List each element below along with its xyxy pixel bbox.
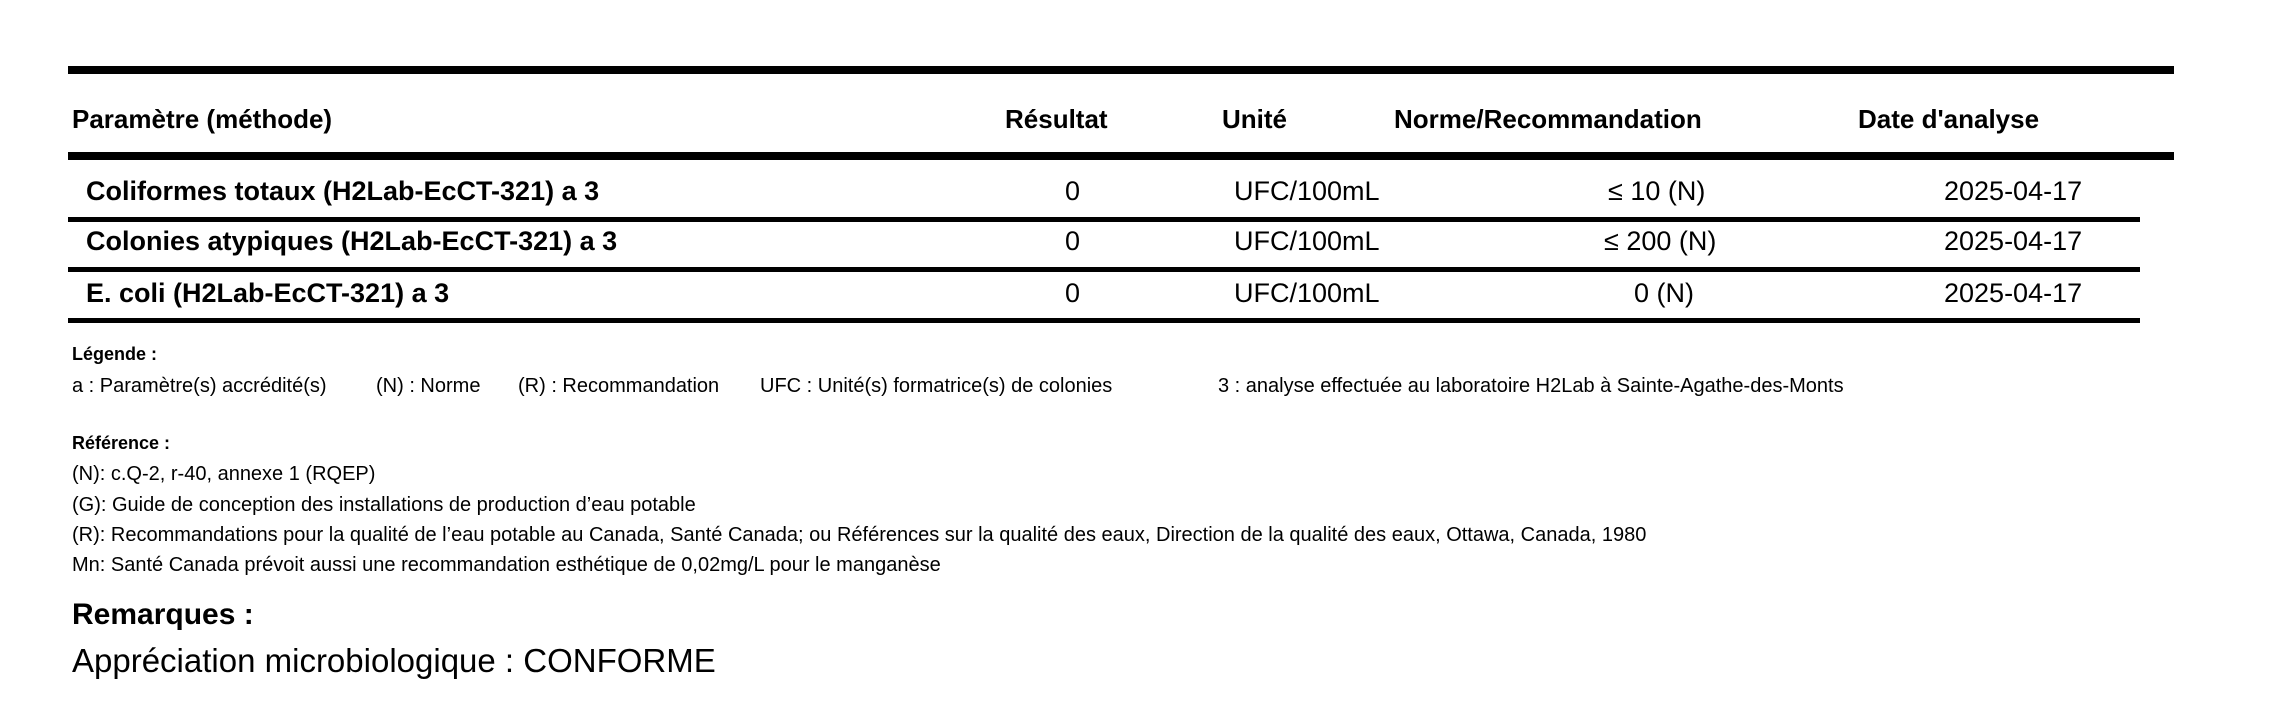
remarks-text: Appréciation microbiologique : CONFORME [72,642,716,679]
legend-item: a : Paramètre(s) accrédité(s) [72,375,327,397]
legend-title: Légende : [72,344,158,364]
row-unit: UFC/100mL [1234,226,1380,256]
row-unit: UFC/100mL [1234,176,1380,206]
header-norm: Norme/Recommandation [1394,104,1702,134]
remarks-title: Remarques : [72,598,254,631]
table-header-rule [68,152,2174,160]
header-result: Résultat [1005,104,1108,134]
header-date: Date d'analyse [1858,104,2040,134]
header-parameter: Paramètre (méthode) [72,104,333,134]
table-row-rule [68,217,2140,222]
row-parameter: Colonies atypiques (H2Lab-EcCT-321) a 3 [86,226,618,256]
row-parameter: E. coli (H2Lab-EcCT-321) a 3 [86,278,450,308]
legend-item: 3 : analyse effectuée au laboratoire H2Lab à Sainte-Agathe-des-Monts [1218,375,1844,397]
legend-item: UFC : Unité(s) formatrice(s) de colonies [760,375,1113,397]
header-unit: Unité [1222,104,1287,134]
table-row-rule [68,267,2140,272]
reference-line: (R): Recommandations pour la qualité de l’eau potable au Canada, Santé Canada; ou Références sur la qualité des eaux, Direction de la qualité des eaux, Ottawa, Canada, 1980 [72,524,1647,546]
reference-line: (G): Guide de conception des installations de production d’eau potable [72,494,696,516]
legend-item: (R) : Recommandation [518,375,720,397]
row-date: 2025-04-17 [1944,278,2083,308]
row-parameter: Coliformes totaux (H2Lab-EcCT-321) a 3 [86,176,600,206]
row-norm: 0 (N) [1634,278,1694,308]
row-result: 0 [1065,226,1081,256]
row-norm: ≤ 10 (N) [1608,176,1706,206]
row-unit: UFC/100mL [1234,278,1380,308]
row-date: 2025-04-17 [1944,226,2083,256]
row-result: 0 [1065,176,1081,206]
row-norm: ≤ 200 (N) [1604,226,1717,256]
reference-title: Référence : [72,433,171,453]
row-date: 2025-04-17 [1944,176,2083,206]
legend-item: (N) : Norme [376,375,481,397]
row-result: 0 [1065,278,1081,308]
reference-line: (N): c.Q-2, r-40, annexe 1 (RQEP) [72,463,376,485]
table-bottom-rule [68,318,2140,323]
table-top-rule [68,66,2174,74]
reference-line: Mn: Santé Canada prévoit aussi une recommandation esthétique de 0,02mg/L pour le manganèse [72,554,941,576]
